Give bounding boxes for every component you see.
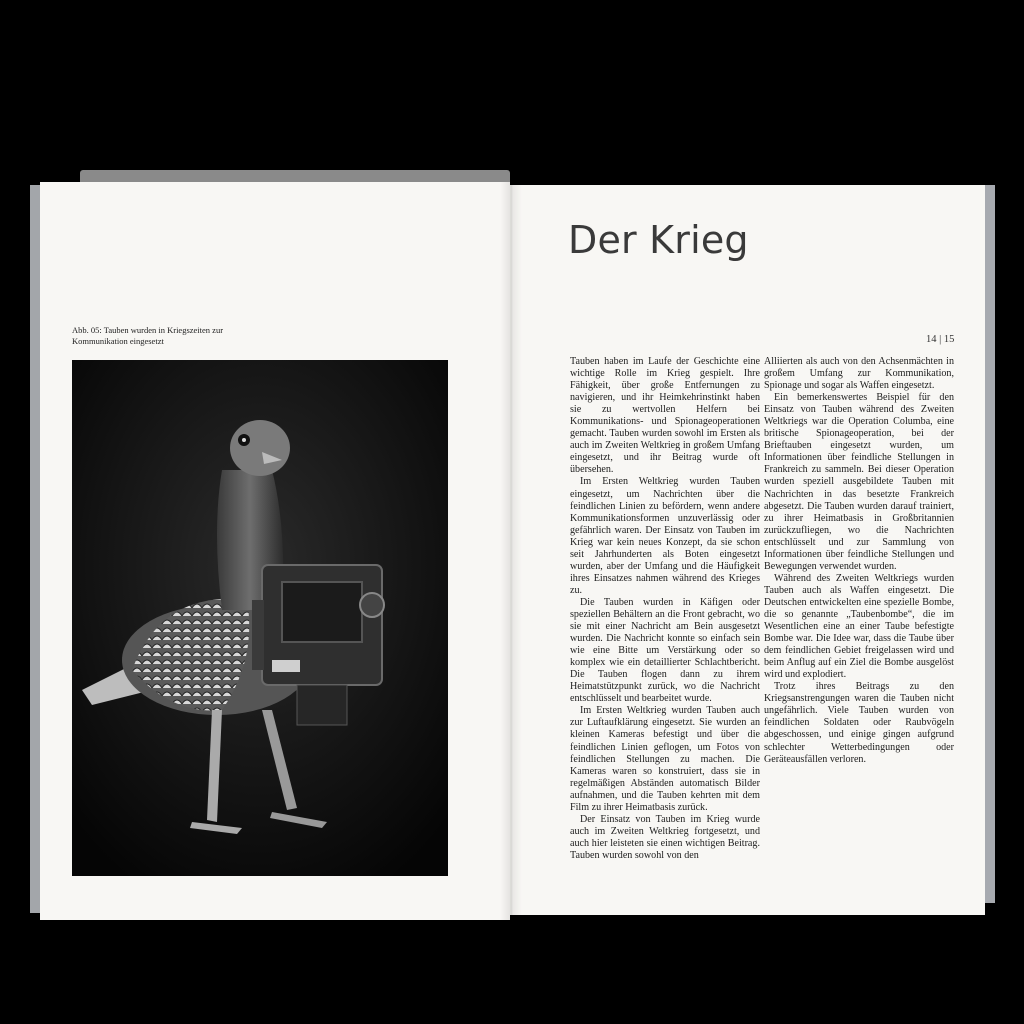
paragraph: Während des Zweiten Weltkriegs wurden Tauben auch als Waffen eingesetzt. Die Deutschen entwickelten eine spezielle Bombe, die so genannte „Taubenbombe“, die im Wesentlichen eine an einer Taube befestigte Bombe war. Die Idee war, dass die Taube über dem feindlichen Gebiet freigelassen wird und beim Anflug auf ein Ziel die Bombe ausgelöst wird und explodiert. — [764, 572, 954, 681]
paragraph: Im Ersten Weltkrieg wurden Tauben eingesetzt, um Nachrichten über die feindlichen Linien zu befördern, wenn andere Kommunikationsformen unzuverlässig oder gefährlich waren. Der Einsatz von Tauben im Krieg war kein neues Konzept, da sie schon seit Jahrhunderten als Boten eingesetzt wurden, aber der Umfang und die Häufigkeit ihres Einsatzes nahmen während des Krieges zu. — [570, 476, 760, 596]
paragraph: Trotz ihres Beitrags zu den Kriegsanstrengungen waren die Tauben nicht ungefährlich. Viele Tauben wurden von feindlichen Soldaten oder Raubvögeln abgeschossen, und einige gingen aufgrund schlechter Wetterbedingungen oder Geräteausfällen verloren. — [764, 681, 954, 765]
paragraph: Tauben haben im Laufe der Geschichte eine wichtige Rolle im Krieg gespielt. Ihre Fähigkeit, über große Entfernungen zu navigieren, und ihr Heimkehrinstinkt haben sie zu wertvollen Helfern bei Kommunikations- und Spionageoperationen gemacht. Tauben wurden sowohl im Ersten als auch im Zweiten Weltkrieg in großem Umfang eingesetzt, und ihr Beitrag wurde oft übersehen. — [570, 356, 760, 476]
text-column-1 — [570, 356, 760, 862]
text-column-2 — [764, 356, 954, 766]
figure-caption: Abb. 05: Tauben wurden in Kriegszeiten zur Kommunikation eingesetzt — [72, 325, 224, 346]
paragraph: Im Ersten Weltkrieg wurden Tauben auch zur Luftaufklärung eingesetzt. Sie wurden an kleinen Kameras befestigt und über die feindlichen Linien geflogen, um Fotos von feindlichen Stellungen zu machen. Die Kameras waren so konstruiert, dass sie in regelmäßigen Abständen automatisch Bilder aufnahmen, und die Tauben kehrten mit dem Film zu ihrer Heimatbasis zurück. — [570, 705, 760, 813]
page-numbers: 14 | 15 — [926, 334, 955, 345]
paragraph: Der Einsatz von Tauben im Krieg wurde auch im Zweiten Weltkrieg fortgesetzt, und auch hier leisteten sie einen wichtigen Beitrag. Tauben wurden sowohl von den — [570, 813, 760, 861]
pigeon-camera-photo — [72, 360, 448, 876]
chapter-title: Der Krieg — [568, 218, 749, 262]
paragraph-continued: Alliierten als auch von den Achsenmächten in großem Umfang zur Kommunikation, Spionage und sogar als Waffen eingesetzt. — [764, 356, 954, 392]
paragraph: Ein bemerkenswertes Beispiel für den Einsatz von Tauben während des Zweiten Weltkriegs war die Operation Columba, eine britische Spionageoperation, bei der Brieftauben eingesetzt wurden, um Informationen über feindliche Stellungen in Frankreich zu sammeln. Bei dieser Operation wurden speziell ausgebildete Tauben mit Nachrichten in das besetzte Frankreich abgesetzt. Die Tauben wurden darauf trainiert, zu ihrer Heimatbasis in Großbritannien zurückzufliegen, wo die Nachrichten entschlüsselt und zur Sammlung von Informationen über feindliche Stellungen und Bewegungen verwendet wurden. — [764, 392, 954, 572]
pigeon-photo-illustration — [72, 360, 448, 876]
paragraph: Die Tauben wurden in Käfigen oder speziellen Behältern an die Front gebracht, wo sie mit einer Nachricht am Bein ausgesetzt wurden. Die Nachricht konnte so einfach sein wie eine Bitte um Verstärkung oder so komplex wie ein detaillierter Schlachtbericht. Die Tauben flogen dann zu ihrem Heimatstützpunkt zurück, wo die Nachricht entschlüsselt und bearbeitet wurde. — [570, 596, 760, 705]
book-gutter — [500, 182, 522, 920]
